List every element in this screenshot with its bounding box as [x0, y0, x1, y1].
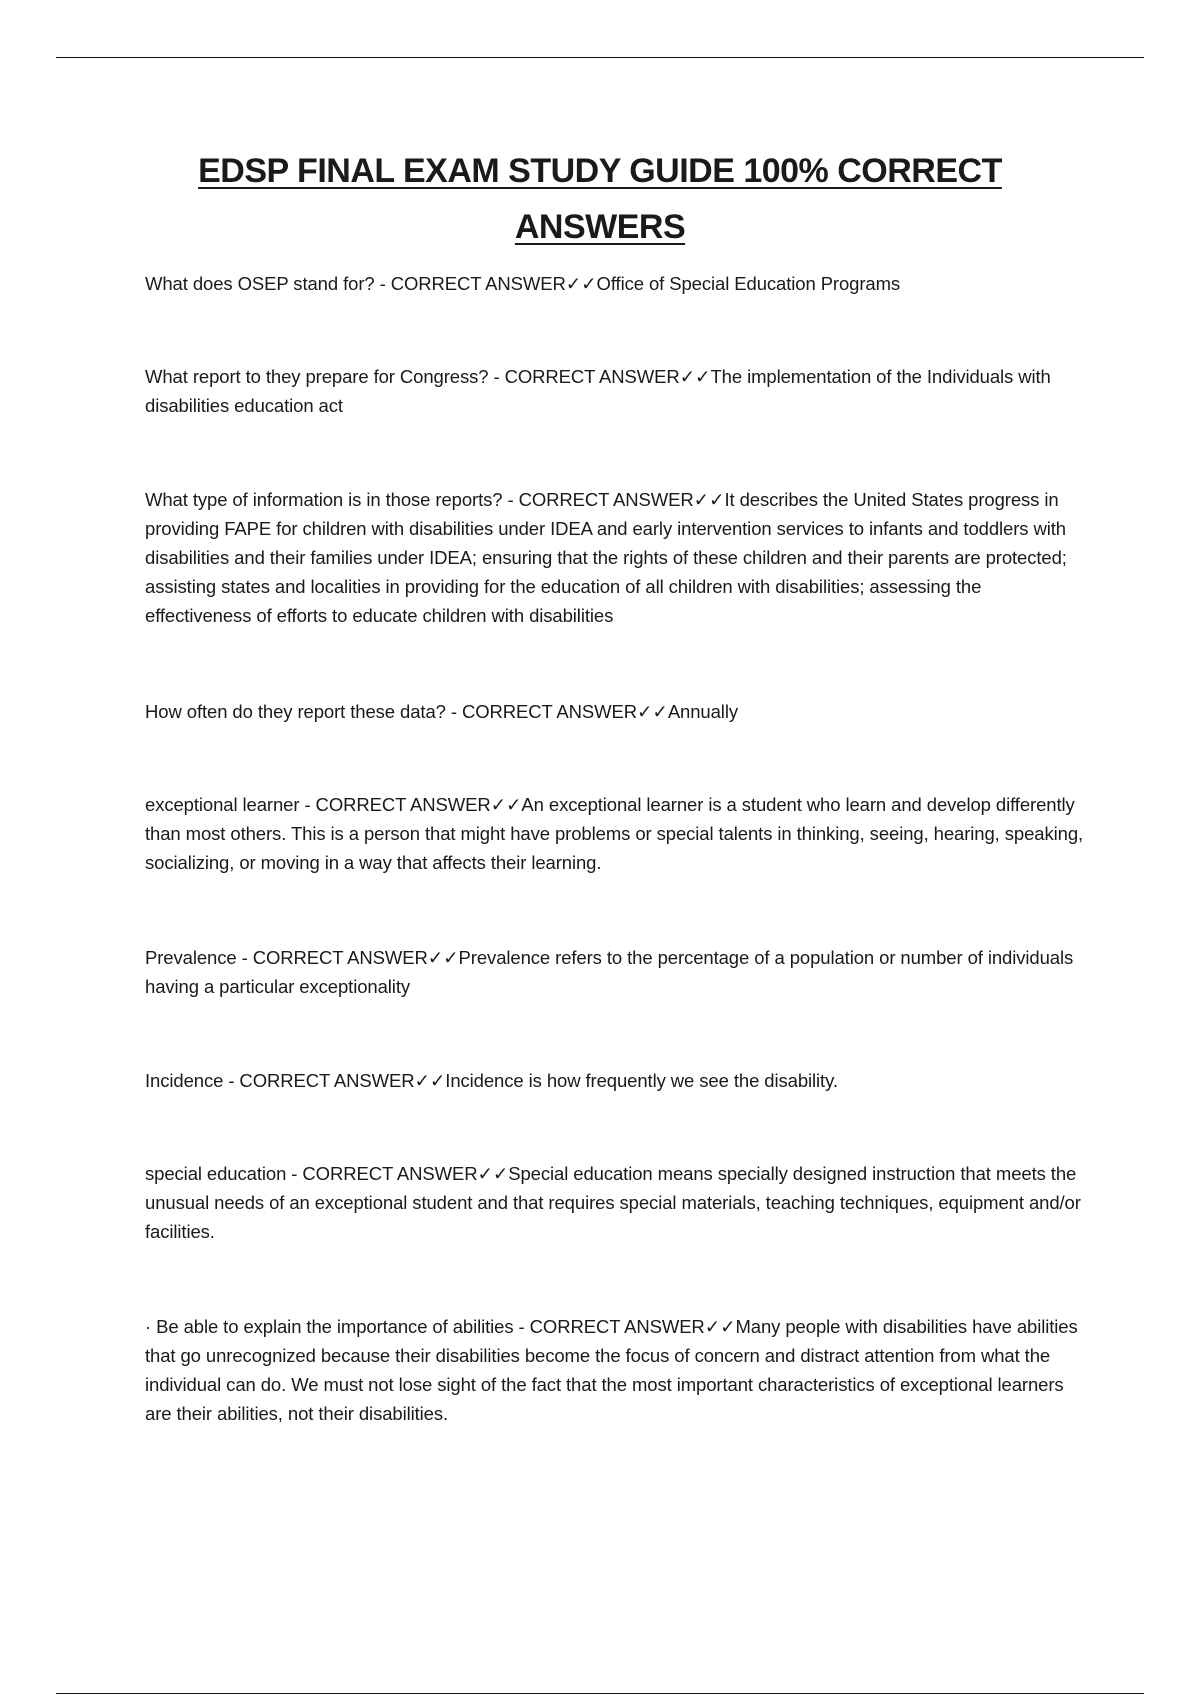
title-line-2: ANSWERS	[514, 208, 686, 246]
qa-item: special education - CORRECT ANSWER✓✓Special education means specially designed instruction that meets the unusual needs of an exceptional student and that requires special materials, teaching techniques, equipment and/or facilities.	[145, 1163, 1081, 1242]
qa-item: exceptional learner - CORRECT ANSWER✓✓An exceptional learner is a student who learn and develop differently than most others. This is a person that might have problems or special talents in thinking, seeing, hearing, speaking, socializing, or moving in a way that affects their learning.	[145, 794, 1084, 873]
top-rule	[56, 57, 1144, 58]
qa-item: What type of information is in those reports? - CORRECT ANSWER✓✓It describes the United States progress in providing FAPE for children with disabilities under IDEA and early intervention services to infants and toddlers with disabilities and their families under IDEA; ensuring that the rights of these children and their parents are protected; assisting states and localities in providing for the education of all children with disabilities; assessing the effectiveness of efforts to educate children with disabilities	[145, 489, 1067, 626]
qa-item: Prevalence - CORRECT ANSWER✓✓Prevalence refers to the percentage of a population or number of individuals having a particular exceptionality	[145, 947, 1074, 997]
qa-item: How often do they report these data? - CORRECT ANSWER✓✓Annually	[145, 701, 738, 722]
title-line-1: EDSP FINAL EXAM STUDY GUIDE 100% CORRECT	[198, 152, 1002, 190]
page-title	[0, 143, 1200, 255]
bottom-rule	[56, 1693, 1144, 1694]
qa-item: What does OSEP stand for? - CORRECT ANSWER✓✓Office of Special Education Programs	[145, 273, 901, 294]
qa-item: · Be able to explain the importance of abilities - CORRECT ANSWER✓✓Many people with disabilities have abilities that go unrecognized because their disabilities become the focus of concern and distract attention from what the individual can do. We must not lose sight of the fact that the most important characteristics of exceptional learners are their abilities, not their disabilities.	[145, 1316, 1078, 1424]
qa-item: What report to they prepare for Congress? - CORRECT ANSWER✓✓The implementation of the Individuals with disabilities education act	[145, 366, 1051, 416]
qa-item: Incidence - CORRECT ANSWER✓✓Incidence is how frequently we see the disability.	[145, 1070, 838, 1091]
